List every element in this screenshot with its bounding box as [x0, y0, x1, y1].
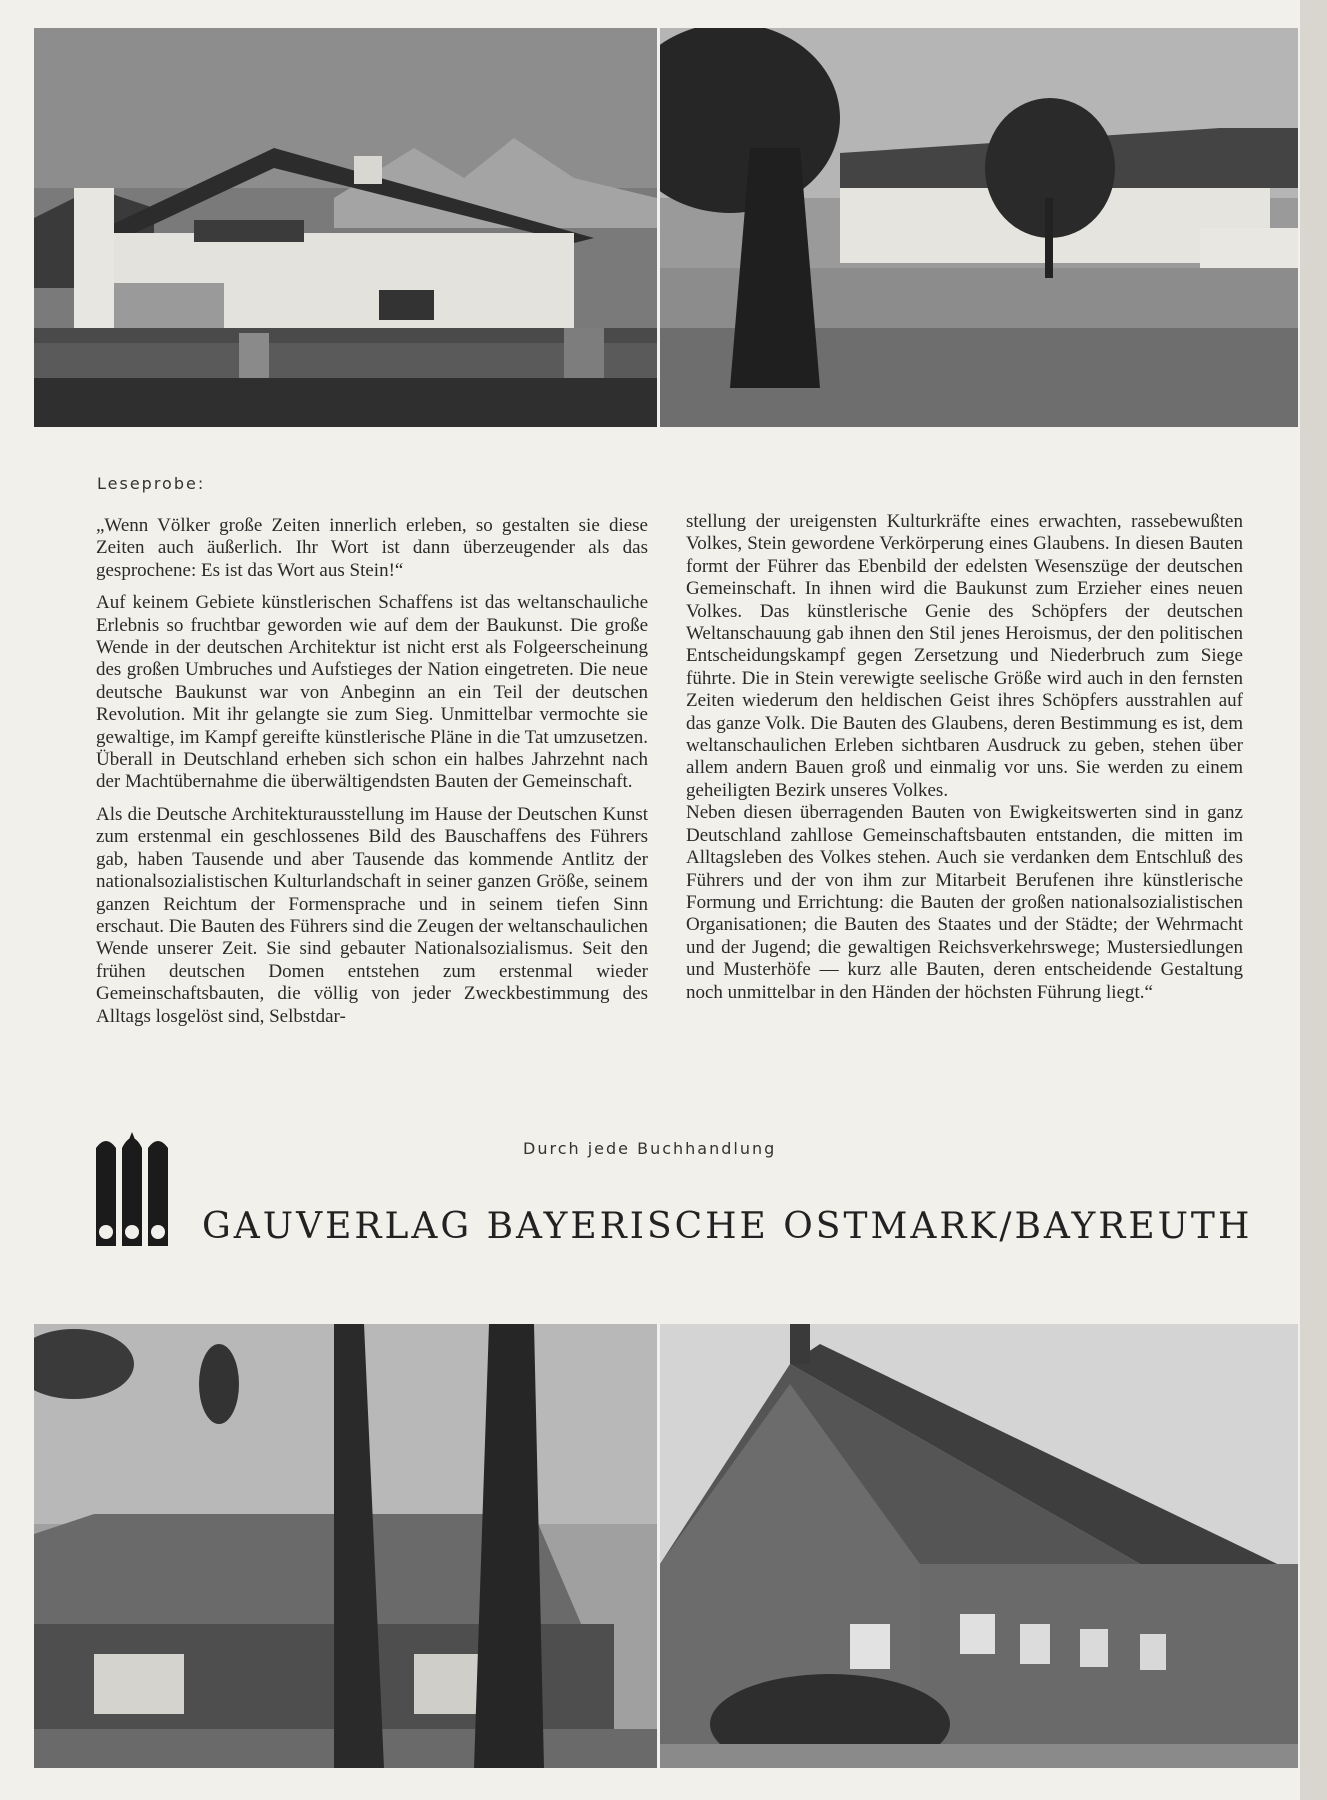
body-paragraph: Neben diesen überragenden Bauten von Ewigkeitswerten sind in ganz Deutschland zahllose Gemeinschaftsbauten entstanden, die mitten im Alltagsleben des Volkes stehen. Auch sie verdanken dem Entschluß des Führers und der von ihm zur Mitarbeit Berufenen ihre künstlerische Formung und Errichtung: die Bauten der großen nationalsozialistischen Organisationen; die Bauten des Staates und der Städte; der Wehrmacht und der Jugend; die gewaltigen Reichsverkehrswege; Mustersiedlungen und Musterhöfe — kurz alle Bauten, deren entscheidende Gestaltung noch unmittelbar in den Händen der höchsten Führung liegt.“	[686, 802, 1243, 1003]
publisher-logo	[94, 1128, 172, 1246]
body-paragraph: stellung der ureigensten Kulturkräfte eines erwachten, rassebewußten Volkes, Stein gewordene Verkörperung eines Glaubens. In diesen Bauten formt der Führer das Ebenbild der edelsten Wesenszüge der deutschen Gemeinschaft. In ihnen wird die Baukunst zum Erzieher eines neuen Volkes. Das künstlerische Genie des Schöpfers der deutschen Weltanschauung gab ihnen den Stil jenes Heroismus, der den politischen Entscheidungskampf gegen Zersetzung und Niederbruch zum Siege führte. Die in Stein verewigte seelische Größe wird auch in den fernsten Zeiten wiederum den heldischen Geist ihres Schöpfers ausstrahlen auf das ganze Volk. Die Bauten des Glaubens, deren Bestimmung es ist, dem weltanschaulichen Erleben sichtbaren Ausdruck zu geben, stehen über allem andern Bauen groß und einmalig vor uns. Sie werden zu einem geheiligten Bezirk unseres Volkes.	[686, 511, 1243, 801]
photo-building-with-tree	[660, 28, 1298, 427]
body-paragraph: Als die Deutsche Architekturausstellung im Hause der Deutschen Kunst zum erstenmal ein geschlossenes Bild des Bauschaffens des Führers gab, haben Tausende und aber Tausende das kommende Antlitz der nationalsozialistischen Kulturlandschaft in seiner ganzen Größe, seinem ganzen Reichtum der Formensprache und in seinem tiefen Sinn erschaut. Die Bauten des Führers sind die Zeugen der weltanschaulichen Wende unserer Zeit. Sie sind gebauter Nationalsozialismus. Seit den frühen deutschen Domen entstehen zum erstenmal wieder Gemeinschaftsbauten, die völlig von jeder Zweckbestimmung des Alltags losgelöst sind, Selbstdar-	[96, 803, 648, 1027]
photo-brick-terraced-houses	[660, 1324, 1298, 1768]
text-column-right	[686, 511, 1243, 1004]
photo-alpine-house	[34, 28, 657, 427]
distribution-note: Durch jede Buchhandlung	[523, 1139, 777, 1158]
lead-label: Leseprobe:	[97, 474, 206, 493]
publisher-name: GAUVERLAG BAYERISCHE OSTMARK/BAYREUTH	[202, 1206, 1253, 1247]
quote-paragraph: „Wenn Völker große Zeiten innerlich erleben, so gestalten sie diese Zeiten auch äußerlich. Ihr Wort ist dann überzeugender als das gesprochene: Es ist das Wort aus Stein!“	[96, 515, 648, 581]
photo-thatched-farmhouse	[34, 1324, 657, 1768]
body-paragraph: Auf keinem Gebiete künstlerischen Schaffens ist das weltanschauliche Erlebnis so fruchtbar geworden wie auf dem der Baukunst. Die große Wende in der deutschen Architektur ist nicht erst als Folgeerscheinung des großen Umbruches und Aufstieges der Nation eingetreten. Die neue deutsche Baukunst war von Anbeginn an ein Teil der deutschen Revolution. Mit ihr gelangte sie zum Sieg. Unmittelbar vermochte sie gewaltige, im Kampf gereifte künstlerische Pläne in die Tat umzusetzen. Überall in Deutschland erheben sich schon ein halbes Jahrzehnt nach der Machtübernahme die überwältigendsten Bauten der Gemeinschaft.	[96, 592, 648, 793]
text-column-left	[96, 515, 648, 1038]
page-edge	[1300, 0, 1327, 1800]
